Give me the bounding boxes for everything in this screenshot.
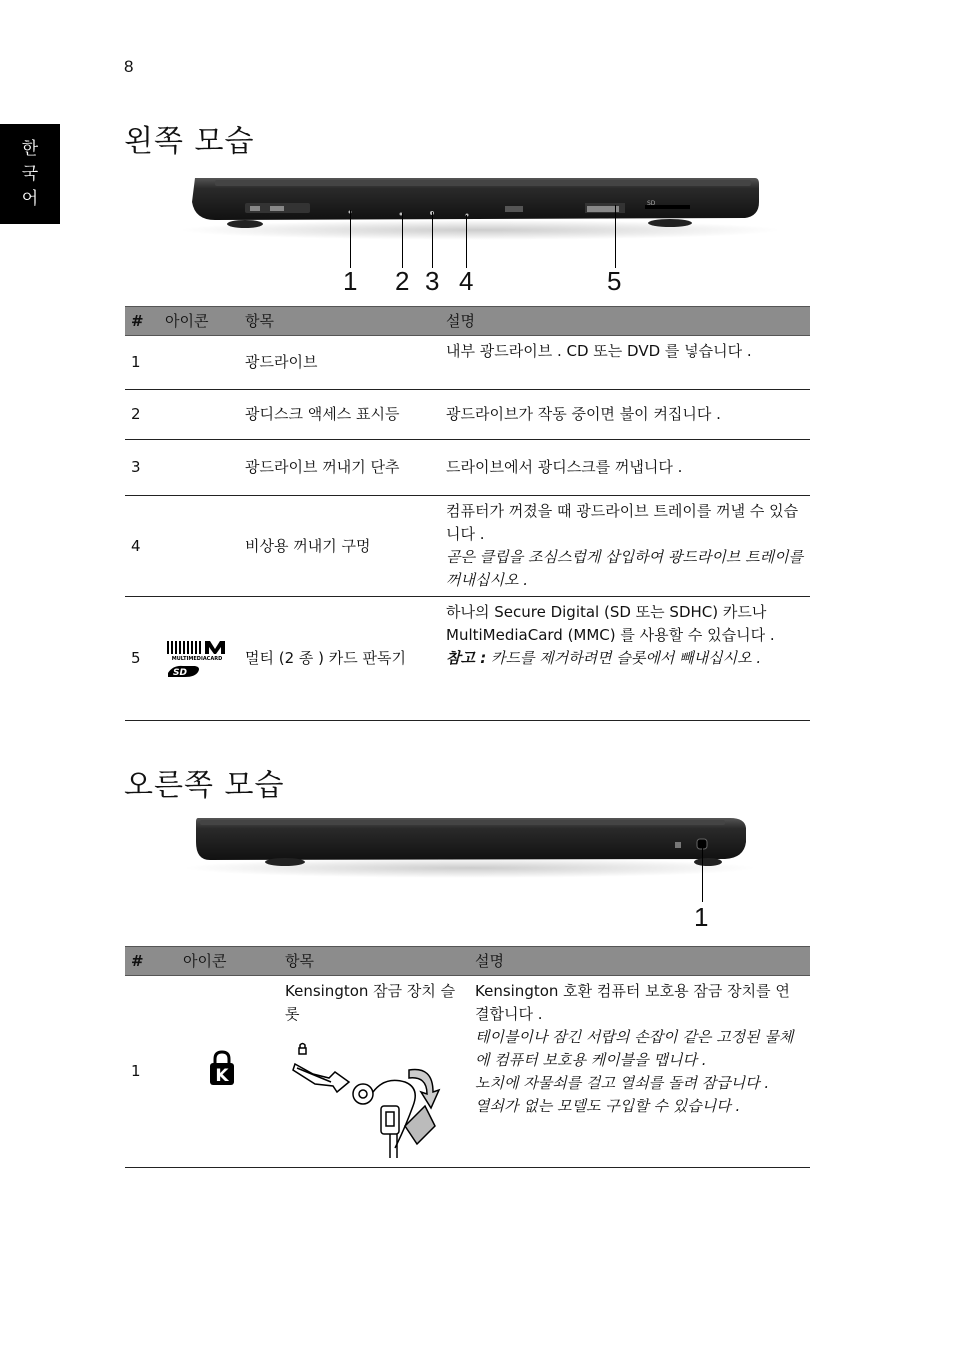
row-number: 1 — [125, 976, 165, 1168]
callout-number: 3 — [425, 266, 440, 296]
row-description: 내부 광드라이브 . CD 또는 DVD 를 넣습니다 . — [440, 336, 810, 390]
svg-text:SD: SD — [173, 667, 187, 678]
row-icon-cell — [159, 336, 239, 390]
row-item: 멀티 (2 종 ) 카드 판독기 — [239, 597, 440, 721]
description-text: 컴퓨터가 꺼졌을 때 광드라이브 트레이를 꺼낼 수 있습니다 . — [446, 502, 799, 543]
description-italic-note: 테이블이나 잠긴 서랍의 손잡이 같은 고정된 물체에 컴퓨터 보호용 케이블을 맵니다 . — [475, 1028, 794, 1069]
row-description — [440, 496, 810, 597]
table-header-row — [125, 307, 810, 336]
kensington-lock-illustration — [285, 1036, 463, 1161]
callout-line — [350, 210, 351, 268]
description-italic-note: 열쇠가 없는 모델도 구입할 수 있습니다 . — [475, 1097, 741, 1115]
row-icon-cell — [165, 976, 279, 1168]
table-row — [125, 597, 810, 721]
row-description: 드라이브에서 광디스크를 꺼냅니다 . — [440, 440, 810, 496]
row-item: 광드라이브 꺼내기 단추 — [239, 440, 440, 496]
callout-number: 5 — [607, 266, 622, 296]
callout-number: 1 — [694, 902, 709, 932]
language-tab-char: 어 — [21, 188, 39, 209]
row-item: 광디스크 액세스 표시등 — [239, 390, 440, 440]
language-tab — [0, 124, 60, 224]
row-icon-cell — [159, 390, 239, 440]
row-item-cell — [279, 976, 469, 1168]
row-description: 광드라이브가 작동 중이면 불이 켜집니다 . — [440, 390, 810, 440]
language-tab-char: 한 — [21, 138, 39, 159]
callout-number: 4 — [459, 266, 474, 296]
row-item: Kensington 잠금 장치 슬롯 — [285, 982, 456, 1023]
language-tab-char: 국 — [21, 163, 39, 184]
table-row — [125, 390, 810, 440]
header-description: 설명 — [469, 947, 810, 976]
table-header-row — [125, 947, 810, 976]
header-number: # — [125, 947, 165, 976]
callout-line — [702, 844, 703, 902]
description-italic-note: 곧은 클립을 조심스럽게 삽입하여 광드라이브 트레이를 꺼내십시오 . — [446, 548, 804, 589]
callout-number: 2 — [395, 266, 410, 296]
row-number: 3 — [125, 440, 159, 496]
header-icon: 아이콘 — [165, 947, 279, 976]
header-icon: 아이콘 — [159, 307, 239, 336]
row-number: 4 — [125, 496, 159, 597]
table-row — [125, 440, 810, 496]
description-text: Kensington 호환 컴퓨터 보호용 잠금 장치를 연결합니다 . — [475, 982, 790, 1023]
multimediacard-sd-icon — [165, 639, 229, 679]
callout-number: 1 — [343, 266, 358, 296]
row-number: 1 — [125, 336, 159, 390]
left-view-table — [125, 306, 810, 721]
header-description: 설명 — [440, 307, 810, 336]
row-description — [469, 976, 810, 1168]
note-text: 카드를 제거하려면 슬롯에서 빼내십시오 . — [486, 649, 762, 667]
description-italic-note: 노치에 자물쇠를 걸고 열쇠를 돌려 잠급니다 . — [475, 1074, 770, 1092]
description-note — [446, 647, 804, 670]
header-item: 항목 — [239, 307, 440, 336]
table-row — [125, 976, 810, 1168]
row-number: 5 — [125, 597, 159, 721]
kensington-letter: K — [215, 1066, 229, 1086]
callout-line — [402, 213, 403, 268]
callout-line — [432, 212, 433, 268]
kensington-lock-icon — [208, 1050, 236, 1086]
callout-line — [615, 205, 616, 268]
left-view-title: 왼쪽 모습 — [124, 124, 255, 159]
page-number: 8 — [124, 57, 134, 76]
row-item: 광드라이브 — [239, 336, 440, 390]
right-view-table — [125, 946, 810, 1168]
right-view-title: 오른쪽 모습 — [124, 768, 285, 803]
row-number: 2 — [125, 390, 159, 440]
multimediacard-icon-text: MULTIMEDIACARD — [171, 655, 223, 662]
callout-line — [466, 215, 467, 268]
note-label: 참고 : — [446, 649, 487, 667]
row-description — [440, 597, 810, 721]
row-icon-cell — [159, 440, 239, 496]
header-number: # — [125, 307, 159, 336]
row-icon-cell — [159, 597, 239, 721]
laptop-right-side-illustration — [180, 812, 760, 882]
row-item: 비상용 꺼내기 구멍 — [239, 496, 440, 597]
description-text: 하나의 Secure Digital (SD 또는 SDHC) 카드나 MultiMediaCard (MMC) 를 사용할 수 있습니다 . — [446, 603, 775, 644]
row-icon-cell — [159, 496, 239, 597]
table-row — [125, 496, 810, 597]
header-item: 항목 — [279, 947, 469, 976]
laptop-left-side-illustration — [175, 172, 785, 242]
table-row — [125, 336, 810, 390]
svg-text:SD: SD — [647, 200, 656, 207]
